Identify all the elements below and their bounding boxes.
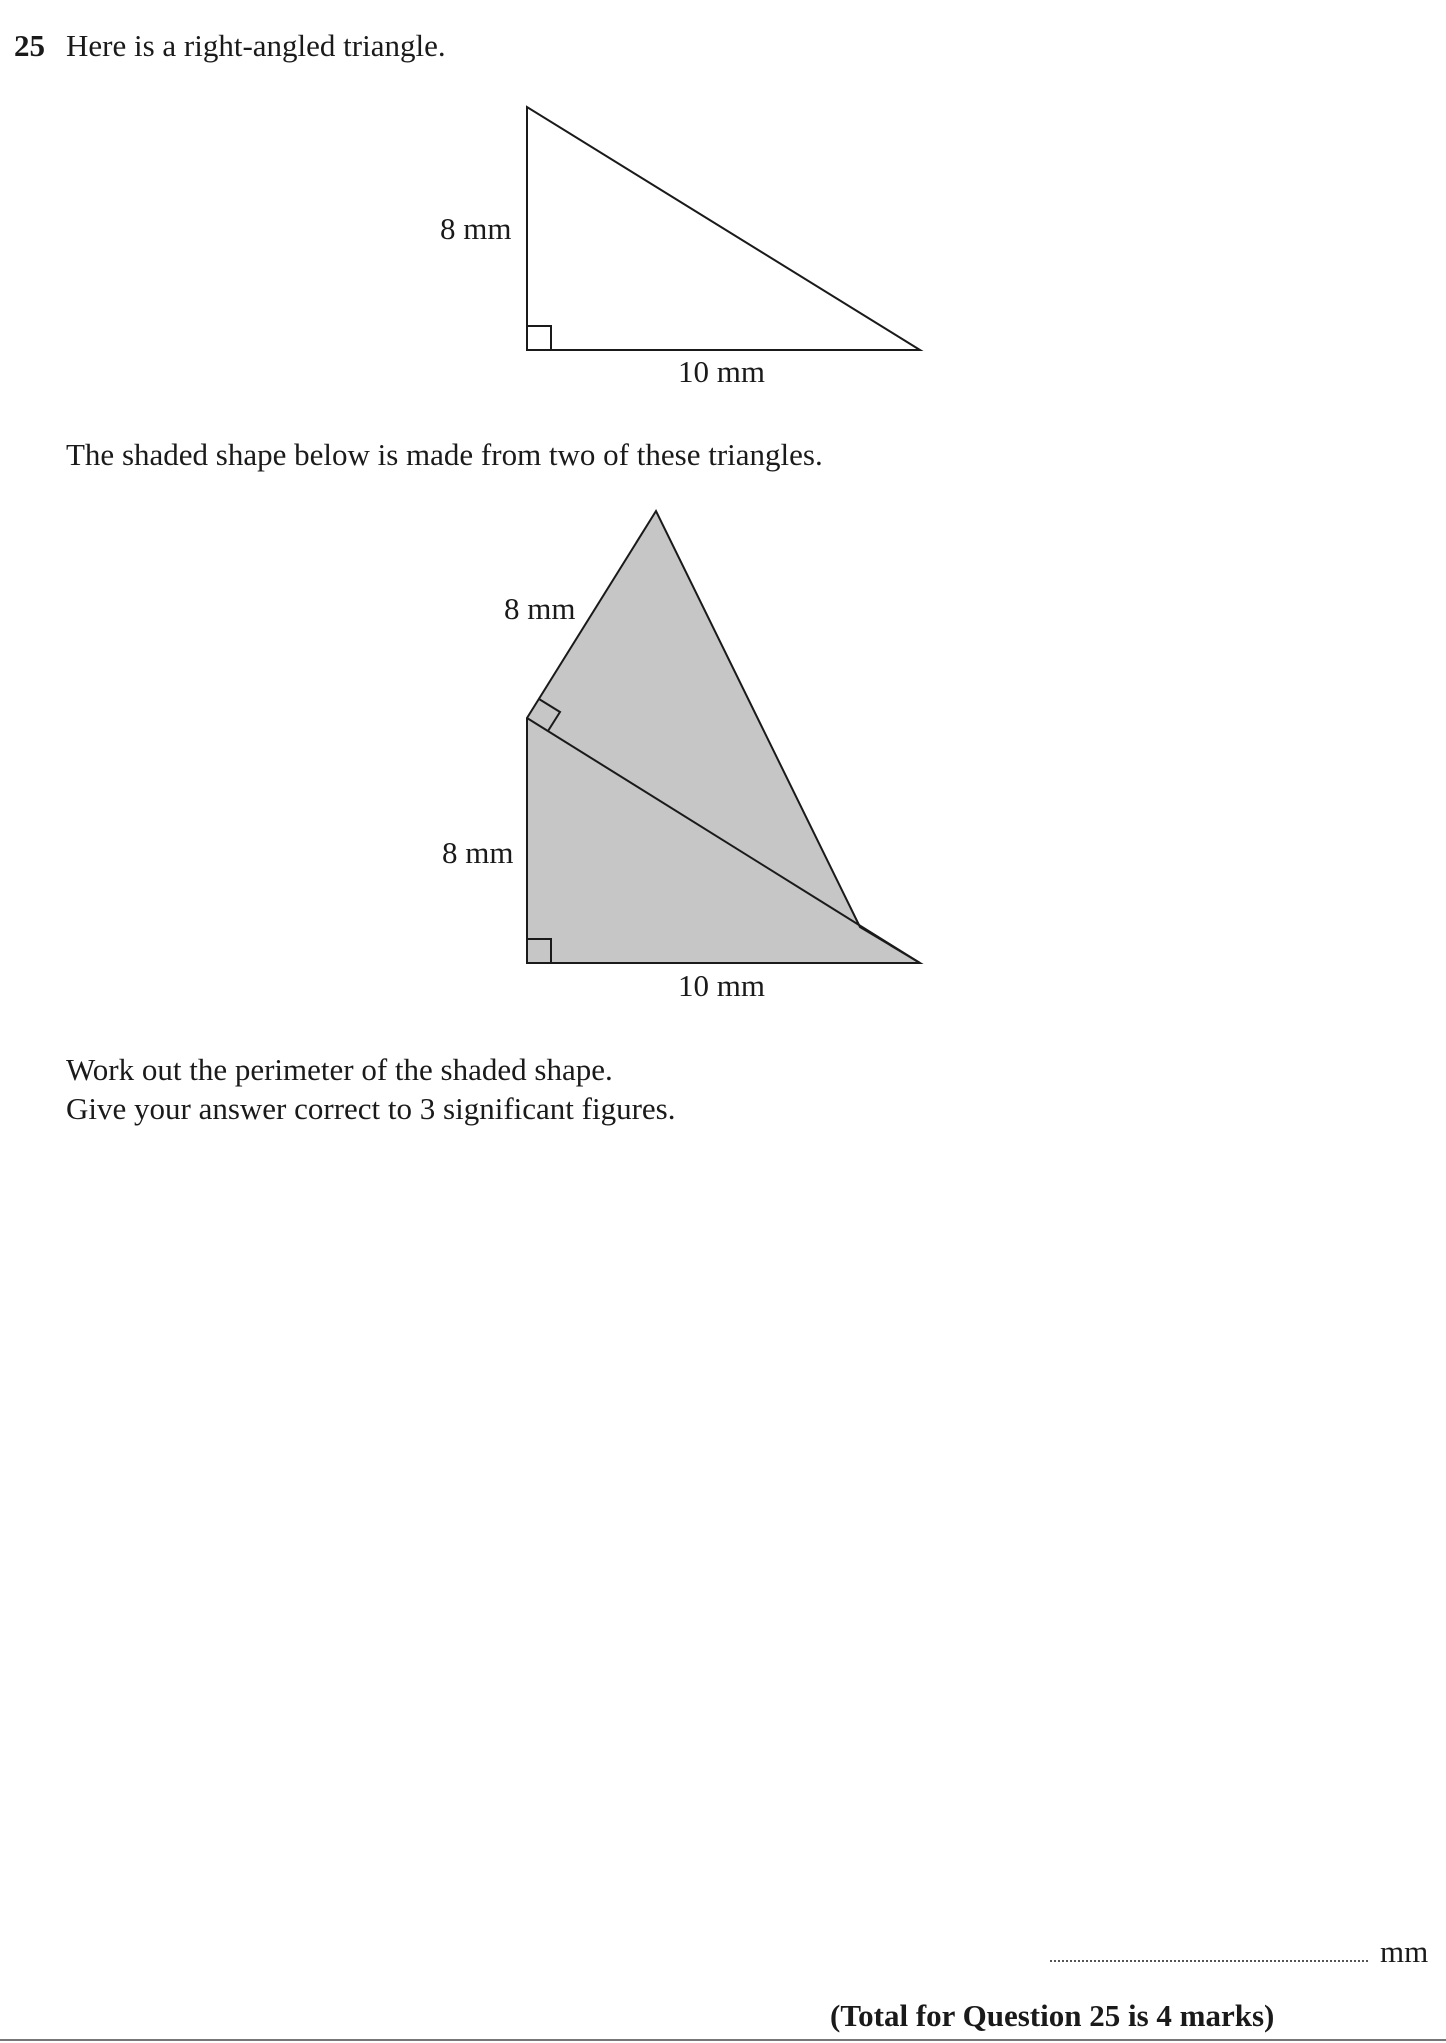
- bottom-rule: [0, 2039, 1446, 2041]
- instruction-line-2: Give your answer correct to 3 significant figures.: [66, 1091, 676, 1126]
- shaded-shape-description: The shaded shape below is made from two of these triangles.: [66, 437, 823, 472]
- total-marks: (Total for Question 25 is 4 marks): [830, 1998, 1275, 2033]
- answer-unit: mm: [1380, 1934, 1429, 1969]
- shaded-shape-figure: [442, 511, 920, 1000]
- answer-line[interactable]: [1050, 1960, 1368, 1962]
- right-angle-marker: [527, 326, 551, 350]
- triangle-base-label: 10 mm: [678, 354, 765, 389]
- right-triangle: [527, 107, 920, 350]
- triangle-height-label: 8 mm: [440, 211, 512, 246]
- question-intro: Here is a right-angled triangle.: [66, 28, 446, 63]
- shaded-height-label: 8 mm: [442, 835, 514, 870]
- figures: [0, 0, 1446, 1000]
- instruction-line-1: Work out the perimeter of the shaded shape.: [66, 1052, 613, 1087]
- shaded-base-label: 10 mm: [678, 968, 765, 1000]
- shaded-shape: [527, 511, 920, 963]
- upper-side-label: 8 mm: [504, 591, 576, 626]
- right-triangle-figure: [440, 107, 920, 389]
- question-number: 25: [14, 28, 45, 63]
